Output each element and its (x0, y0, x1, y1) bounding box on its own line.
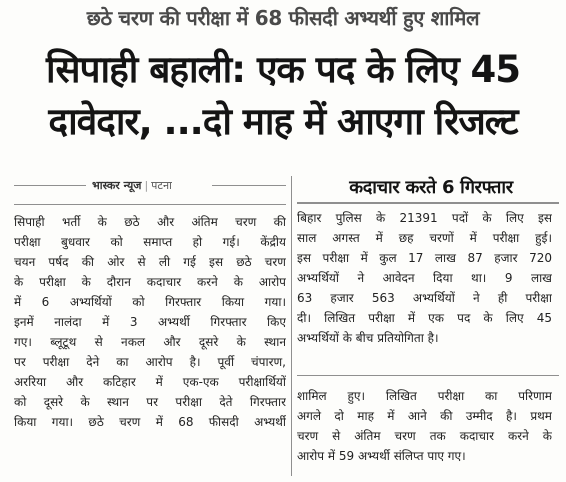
headline-line-1: सिपाही बहाली: एक पद के लिए 45 (45, 48, 521, 91)
text-line: आरोप में 59 अभ्यर्थी संलिप्त पाए गए। (297, 449, 466, 463)
text-line: दी। लिखित परीक्षा में एक पद के लिए 45 (297, 311, 552, 325)
text-line: अगले दो माह में आने की उम्मीद है। प्रथम (297, 409, 552, 423)
text-line: शामिल हुए। लिखित परीक्षा का परिणाम (297, 389, 552, 403)
text-line: को दूसरे के स्थान पर परीक्षा देते गिरफ्तार (14, 395, 286, 409)
left-column-top-rule (14, 204, 286, 205)
byline (92, 178, 172, 193)
text-line: में 6 अभ्यर्थियों को गिरफ्तार किया गया। (14, 295, 286, 309)
text-line: अभ्यर्थियों ने आवेदन दिया था। 9 लाख (297, 271, 552, 285)
text-line: 63 हजार 563 अभ्यर्थियों ने ही परीक्षा (297, 291, 552, 305)
text-line: चरण से अंतिम चरण तक कदाचार करने के (297, 429, 552, 443)
byline-rule-right (212, 185, 286, 186)
headline-line-2: दावेदार, ...दो माह में आएगा रिजल्ट (48, 100, 518, 143)
right-column-bottom-text (297, 386, 552, 476)
text-line: परीक्षा बुधवार को समाप्त हो गई। केंद्रीय (14, 235, 286, 249)
right-column-top-text (297, 208, 552, 368)
text-line: गए। ब्लूटूथ से नकल और दूसरे के स्थान (14, 335, 286, 349)
main-headline (0, 44, 566, 148)
left-column-text (14, 212, 286, 476)
byline-source: भास्कर न्यूज (92, 179, 142, 192)
byline-place: पटना (151, 179, 172, 192)
subheading: कदाचार करते 6 गिरफ्तार (349, 177, 513, 198)
text-line: इस परीक्षा में कुल 17 लाख 87 हजार 720 (297, 251, 552, 265)
text-line: चयन पर्षद की ओर से ली गई इस छठे चरण (14, 255, 286, 269)
text-line: पर परीक्षा देने का आरोप है। पूर्वी चंपारण, (14, 355, 286, 369)
byline-separator: | (144, 179, 149, 192)
text-line: अभ्यर्थियों के बीच प्रतियोगिता है। (297, 331, 439, 345)
text-line: सिपाही भर्ती के छठे और अंतिम चरण की (14, 215, 286, 229)
text-line: साल अगस्त में छह चरणों में परीक्षा हुई। (297, 231, 552, 245)
text-line: अररिया और कटिहार में एक-एक परीक्षार्थियों (14, 375, 286, 389)
text-line: बिहार पुलिस के 21391 पदों के लिए इस (297, 211, 552, 225)
byline-rule-left (14, 185, 86, 186)
right-column-divider (297, 375, 559, 376)
text-line: इनमें नालंदा में 3 अभ्यर्थी गिरफ्तार किए (14, 315, 286, 329)
column-divider (291, 176, 292, 476)
kicker-headline: छठे चरण की परीक्षा में 68 फीसदी अभ्यर्थी हुए शामिल (86, 6, 480, 30)
text-line: के परीक्षा के दौरान कदाचार करने के आरोप (14, 275, 286, 289)
subhead-underline (297, 202, 559, 204)
text-line: किया गया। छठे चरण में 68 फीसदी अभ्यर्थी (14, 415, 286, 429)
